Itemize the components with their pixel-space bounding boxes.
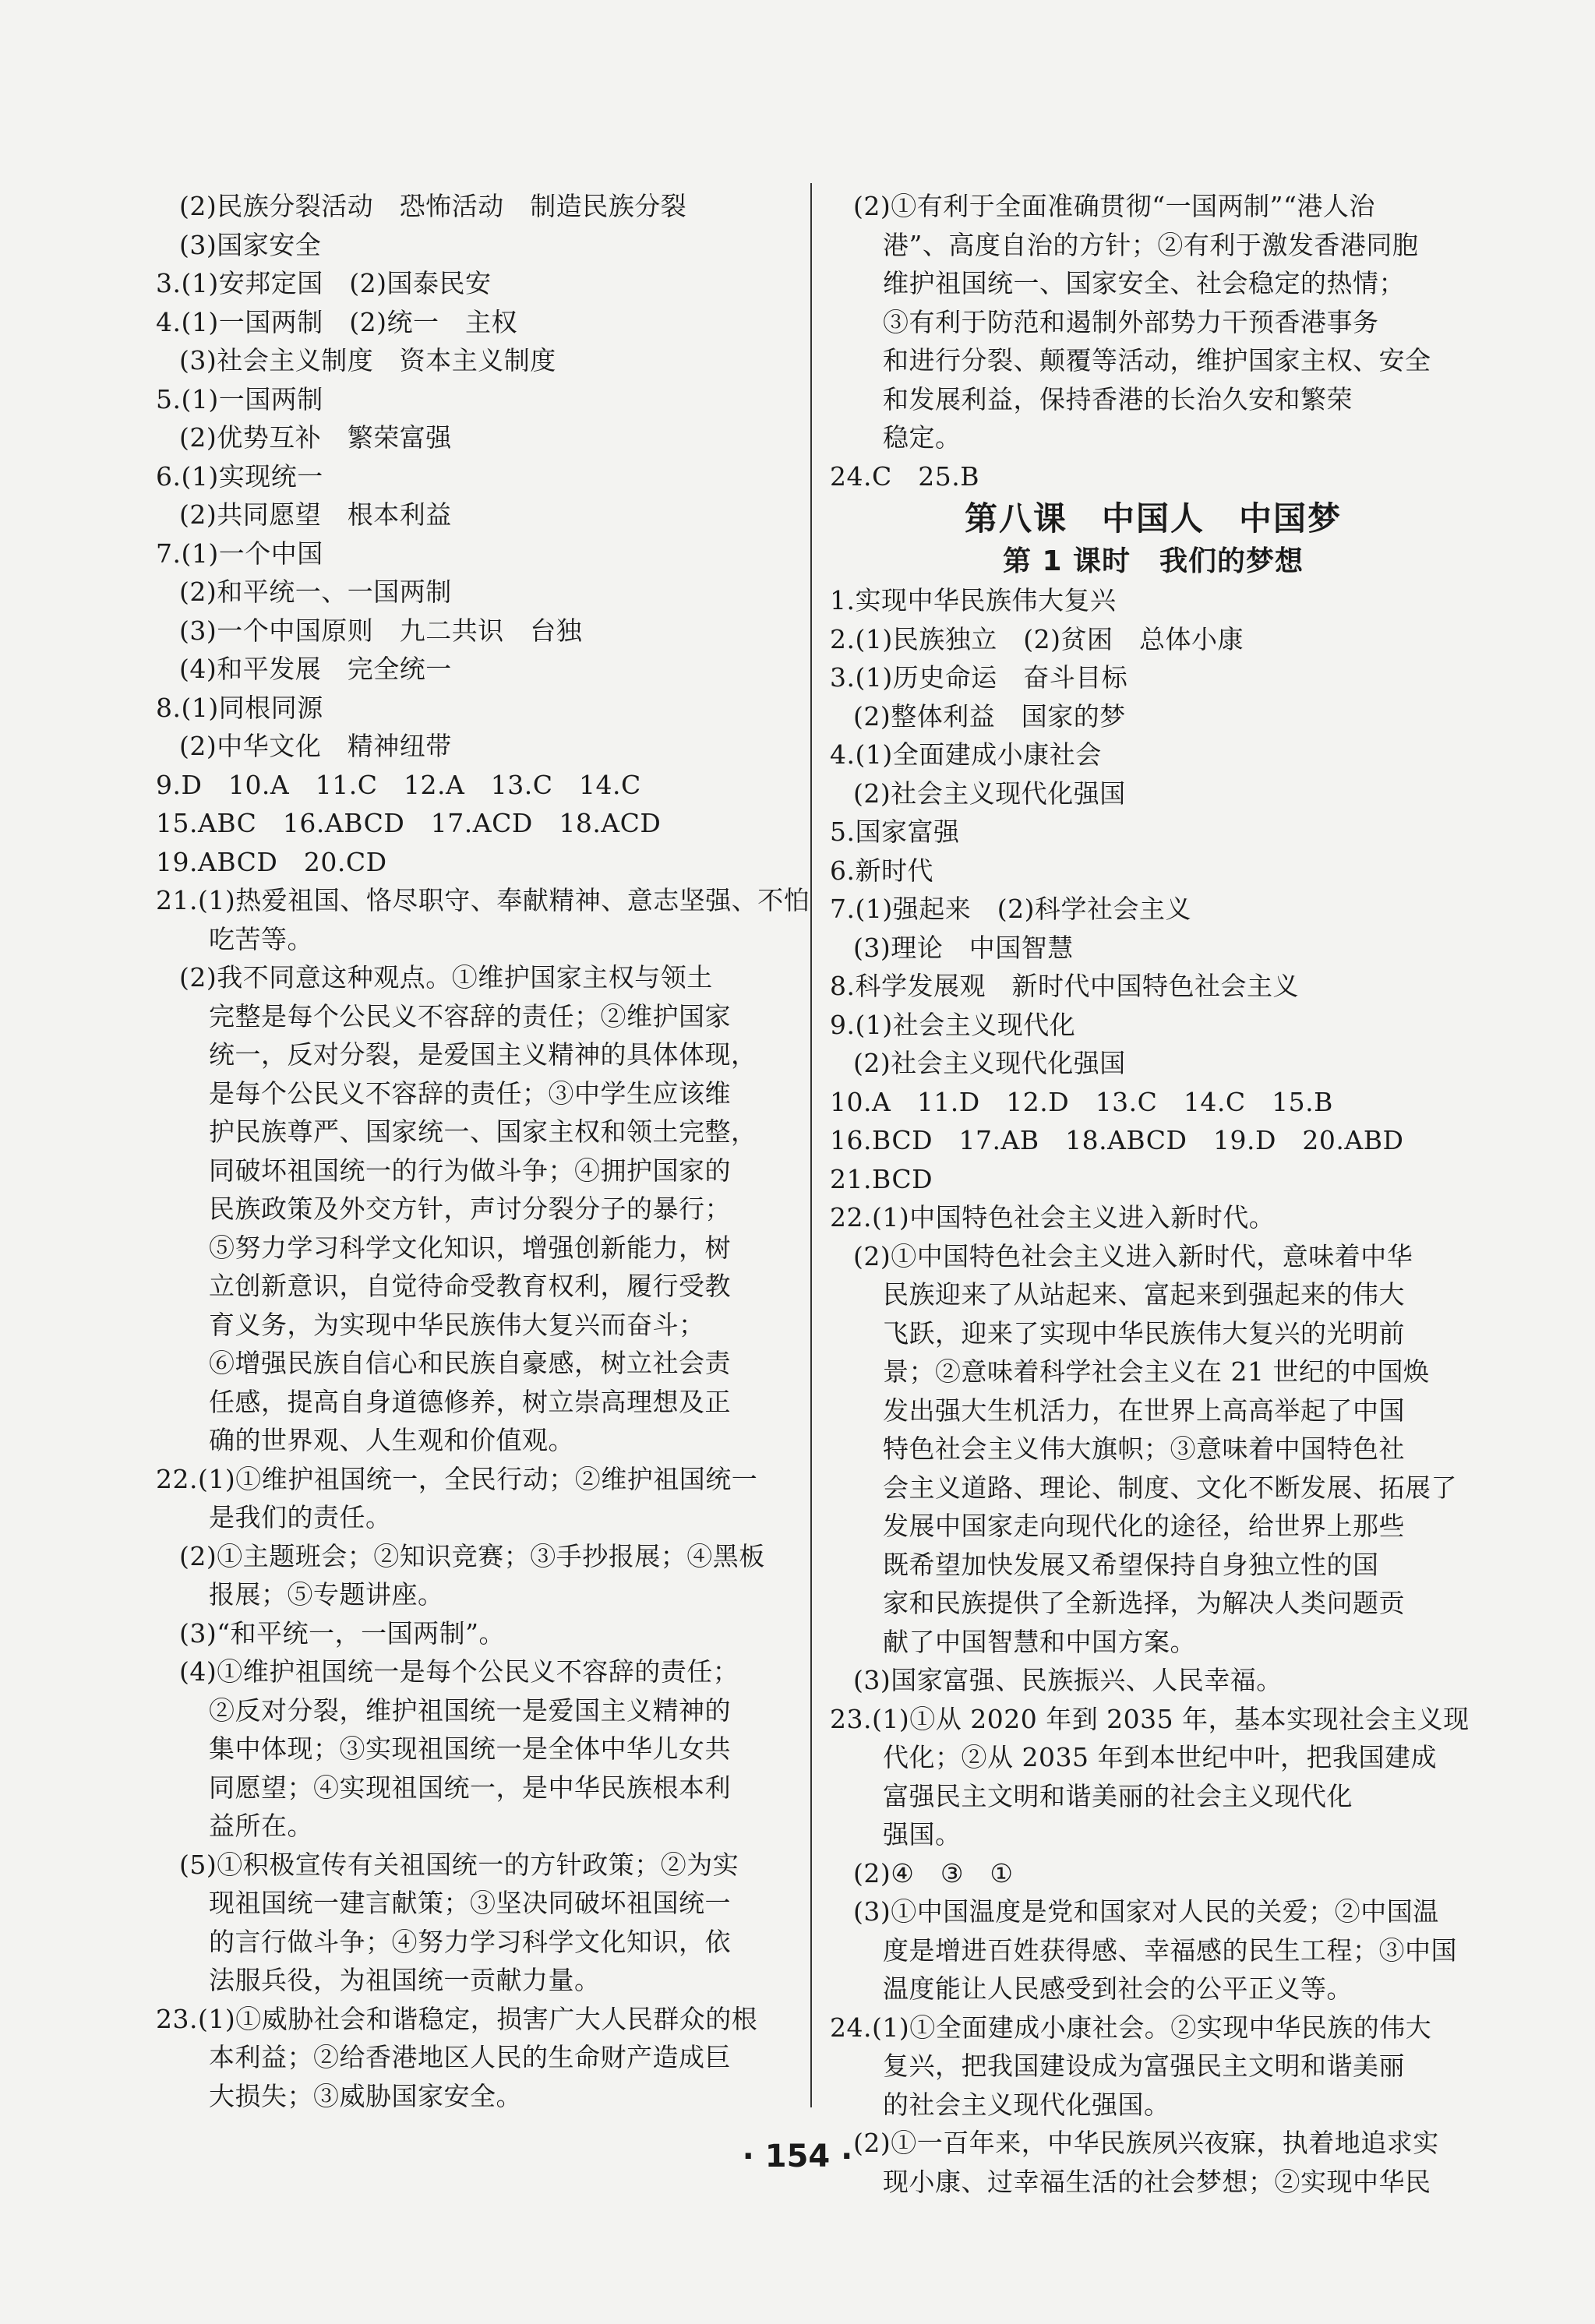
answer-line: 复兴，把我国建设成为富强民主文明和谐美丽 bbox=[883, 2051, 1405, 2081]
answer-line: 度是增进百姓获得感、幸福感的民生工程；③中国 bbox=[883, 1934, 1457, 1966]
answer-line: 22.(1)①维护祖国统一，全民行动；②维护祖国统一 bbox=[156, 1463, 758, 1494]
answer-line: (3)国家安全 bbox=[179, 229, 322, 260]
answer-line: 护民族尊严、国家统一、国家主权和领土完整， bbox=[209, 1116, 757, 1147]
answer-line: 3.(1)历史命运 奋斗目标 bbox=[830, 662, 1128, 693]
answer-line: (3)一个中国原则 九二共识 台独 bbox=[179, 615, 583, 646]
answer-line: 和发展利益，保持香港的长治久安和繁荣 bbox=[883, 383, 1353, 414]
answer-line: 的社会主义现代化强国。 bbox=[883, 2089, 1170, 2120]
answer-line: (3)理论 中国智慧 bbox=[853, 932, 1074, 963]
answer-line: 2.(1)民族独立 (2)贫困 总体小康 bbox=[830, 623, 1244, 654]
answer-line: 确的世界观、人生观和价值观。 bbox=[209, 1425, 574, 1455]
answer-line: 景；②意味着科学社会主义在 21 世纪的中国焕 bbox=[883, 1356, 1430, 1387]
right-column-top bbox=[830, 187, 1477, 495]
answer-line: 家和民族提供了全新选择，为解决人类问题贡 bbox=[883, 1588, 1405, 1618]
session-title: 第 1 课时 我们的梦想 bbox=[1002, 545, 1304, 577]
answer-line: 既希望加快发展又希望保持自身独立性的国 bbox=[883, 1549, 1379, 1580]
answer-line: (2)①有利于全面准确贯彻“一国两制”“港人治 bbox=[853, 191, 1375, 221]
answer-line: 5.(1)一国两制 bbox=[156, 383, 323, 414]
answer-line: 大损失；③威胁国家安全。 bbox=[209, 2080, 522, 2111]
answer-line: 集中体现；③实现祖国统一是全体中华儿女共 bbox=[209, 1733, 731, 1764]
answer-line: (2)①一百年来，中华民族夙兴夜寐，执着地追求实 bbox=[853, 2128, 1439, 2158]
answer-line: ③有利于防范和遏制外部势力干预香港事务 bbox=[883, 306, 1379, 337]
answer-line: 现祖国统一建言献策；③坚决同破坏祖国统一 bbox=[209, 1888, 731, 1918]
answer-line: 温度能让人民感受到社会的公平正义等。 bbox=[883, 1973, 1353, 2004]
answer-line: 4.(1)全面建成小康社会 bbox=[830, 739, 1102, 770]
answer-line: (2)和平统一、一国两制 bbox=[179, 577, 452, 607]
answer-line: (3)社会主义制度 资本主义制度 bbox=[179, 345, 556, 376]
answer-line: (2)优势互补 繁荣富强 bbox=[179, 422, 452, 453]
answer-line: 统一，反对分裂，是爱国主义精神的具体体现， bbox=[209, 1039, 757, 1070]
answer-line: 23.(1)①威胁社会和谐稳定，损害广大人民群众的根 bbox=[156, 2003, 758, 2034]
answer-line: 发展中国家走向现代化的途径，给世界上那些 bbox=[883, 1511, 1405, 1541]
answer-line: 法服兵役，为祖国统一贡献力量。 bbox=[209, 1965, 601, 1995]
answer-line: 民族迎来了从站起来、富起来到强起来的伟大 bbox=[883, 1279, 1405, 1310]
answer-line: (2)民族分裂活动 恐怖活动 制造民族分裂 bbox=[179, 191, 687, 221]
page-number: · 154 · bbox=[742, 2139, 853, 2174]
answer-line: ②反对分裂，维护祖国统一是爱国主义精神的 bbox=[209, 1695, 731, 1726]
answer-line: (4)①维护祖国统一是每个公民义不容辞的责任； bbox=[179, 1656, 739, 1687]
answer-line: 是每个公民义不容辞的责任；③中学生应该维 bbox=[209, 1077, 731, 1109]
answer-line: 19.ABCD 20.CD bbox=[156, 846, 387, 877]
answer-line: 代化；②从 2035 年到本世纪中叶，把我国建成 bbox=[883, 1742, 1437, 1772]
answer-line: 飞跃，迎来了实现中华民族伟大复兴的光明前 bbox=[883, 1317, 1405, 1349]
answer-line: (3)①中国温度是党和国家对人民的关爱；②中国温 bbox=[853, 1896, 1439, 1927]
answer-line: (4)和平发展 完全统一 bbox=[179, 654, 452, 684]
answer-line: 本利益；②给香港地区人民的生命财产造成巨 bbox=[209, 2042, 731, 2072]
answer-line: 育义务，为实现中华民族伟大复兴而奋斗； bbox=[209, 1309, 705, 1340]
answer-line: 21.BCD bbox=[830, 1163, 933, 1194]
answer-line: (2)整体利益 国家的梦 bbox=[853, 700, 1126, 732]
answer-line: 现小康、过幸福生活的社会梦想；②实现中华民 bbox=[883, 2166, 1431, 2197]
answer-line: 特色社会主义伟大旗帜；③意味着中国特色社 bbox=[883, 1434, 1405, 1464]
answer-line: (3)国家富强、民族振兴、人民幸福。 bbox=[853, 1665, 1283, 1695]
answer-line: 9.D 10.A 11.C 12.A 13.C 14.C bbox=[156, 769, 641, 800]
answer-line: 和进行分裂、颠覆等活动，维护国家主权、安全 bbox=[883, 345, 1431, 376]
answer-line: 3.(1)安邦定国 (2)国泰民安 bbox=[156, 268, 492, 298]
answer-line: 24.(1)①全面建成小康社会。②实现中华民族的伟大 bbox=[830, 2012, 1432, 2043]
answer-line: ⑥增强民族自信心和民族自豪感，树立社会责 bbox=[209, 1348, 731, 1378]
answer-line: 富强民主文明和谐美丽的社会主义现代化 bbox=[883, 1780, 1353, 1811]
answer-line: 24.C 25.B bbox=[830, 460, 979, 492]
answer-line: 立创新意识，自觉待命受教育权利，履行受教 bbox=[209, 1271, 731, 1301]
answer-line: 7.(1)一个中国 bbox=[156, 538, 323, 569]
answer-line: (5)①积极宣传有关祖国统一的方针政策；②为实 bbox=[179, 1849, 739, 1880]
answer-line: 报展；⑤专题讲座。 bbox=[209, 1579, 444, 1610]
answer-line: 9.(1)社会主义现代化 bbox=[830, 1009, 1076, 1040]
answer-line: 21.(1)热爱祖国、恪尽职守、奉献精神、意志坚强、不怕 bbox=[156, 885, 810, 915]
answer-line: (2)中华文化 精神纽带 bbox=[179, 731, 452, 761]
answer-line: 同破坏祖国统一的行为做斗争；④拥护国家的 bbox=[209, 1155, 731, 1186]
answer-line: 吃苦等。 bbox=[209, 923, 313, 954]
answer-line: (2)①中国特色社会主义进入新时代，意味着中华 bbox=[853, 1240, 1413, 1271]
answer-line: ⑤努力学习科学文化知识，增强创新能力，树 bbox=[209, 1232, 731, 1263]
answer-line: (2)社会主义现代化强国 bbox=[853, 1048, 1126, 1078]
answer-line: (2)④ ③ ① bbox=[853, 1857, 1014, 1888]
answer-line: 7.(1)强起来 (2)科学社会主义 bbox=[830, 894, 1191, 924]
answer-line: 献了中国智慧和中国方案。 bbox=[883, 1626, 1196, 1657]
answer-line: 维护祖国统一、国家安全、社会稳定的热情； bbox=[883, 268, 1405, 298]
answer-line: (2)我不同意这种观点。①维护国家主权与领土 bbox=[179, 962, 713, 993]
answer-line: 完整是每个公民义不容辞的责任；②维护国家 bbox=[209, 1000, 731, 1032]
answer-line: (3)“和平统一，一国两制”。 bbox=[179, 1617, 505, 1649]
answer-line: 的言行做斗争；④努力学习科学文化知识，依 bbox=[209, 1926, 731, 1957]
answer-line: 15.ABC 16.ABCD 17.ACD 18.ACD bbox=[156, 808, 662, 838]
answer-line: 6.(1)实现统一 bbox=[156, 460, 323, 492]
answer-line: 1.实现中华民族伟大复兴 bbox=[830, 585, 1117, 615]
answer-line: 益所在。 bbox=[209, 1811, 313, 1841]
answer-line: 任感，提高自身道德修养，树立崇高理想及正 bbox=[209, 1386, 731, 1417]
answer-line: 同愿望；④实现祖国统一，是中华民族根本利 bbox=[209, 1772, 731, 1803]
answer-line: 民族政策及外交方针，声讨分裂分子的暴行； bbox=[209, 1194, 731, 1224]
answer-line: 8.(1)同根同源 bbox=[156, 692, 323, 723]
answer-line: (2)共同愿望 根本利益 bbox=[179, 499, 452, 530]
answer-line: 会主义道路、理论、制度、文化不断发展、拓展了 bbox=[883, 1472, 1457, 1503]
answer-line: 16.BCD 17.AB 18.ABCD 19.D 20.ABD bbox=[830, 1125, 1404, 1155]
answer-line: 4.(1)一国两制 (2)统一 主权 bbox=[156, 306, 517, 337]
answer-line: 8.科学发展观 新时代中国特色社会主义 bbox=[830, 971, 1299, 1001]
answer-line: 5.国家富强 bbox=[830, 816, 960, 847]
lesson-title: 第八课 中国人 中国梦 bbox=[964, 499, 1342, 538]
answer-line: 是我们的责任。 bbox=[209, 1502, 392, 1532]
answer-line: 10.A 11.D 12.D 13.C 14.C 15.B bbox=[830, 1086, 1333, 1117]
left-column bbox=[156, 187, 810, 2115]
answer-line: 发出强大生机活力，在世界上高高举起了中国 bbox=[883, 1395, 1405, 1426]
answer-line: 23.(1)①从 2020 年到 2035 年，基本实现社会主义现 bbox=[830, 1703, 1470, 1734]
answer-line: 港”、高度自治的方针；②有利于激发香港同胞 bbox=[883, 229, 1419, 260]
answer-line: 6.新时代 bbox=[830, 855, 933, 886]
right-column-bottom bbox=[830, 581, 1477, 2201]
answer-line: (2)社会主义现代化强国 bbox=[853, 778, 1126, 809]
answer-line: (2)①主题班会；②知识竞赛；③手抄报展；④黑板 bbox=[179, 1540, 765, 1571]
answer-line: 稳定。 bbox=[883, 422, 962, 453]
right-column bbox=[830, 187, 1477, 2201]
answer-line: 强国。 bbox=[883, 1819, 962, 1850]
answer-line: 22.(1)中国特色社会主义进入新时代。 bbox=[830, 1202, 1276, 1233]
column-divider bbox=[810, 183, 812, 2107]
